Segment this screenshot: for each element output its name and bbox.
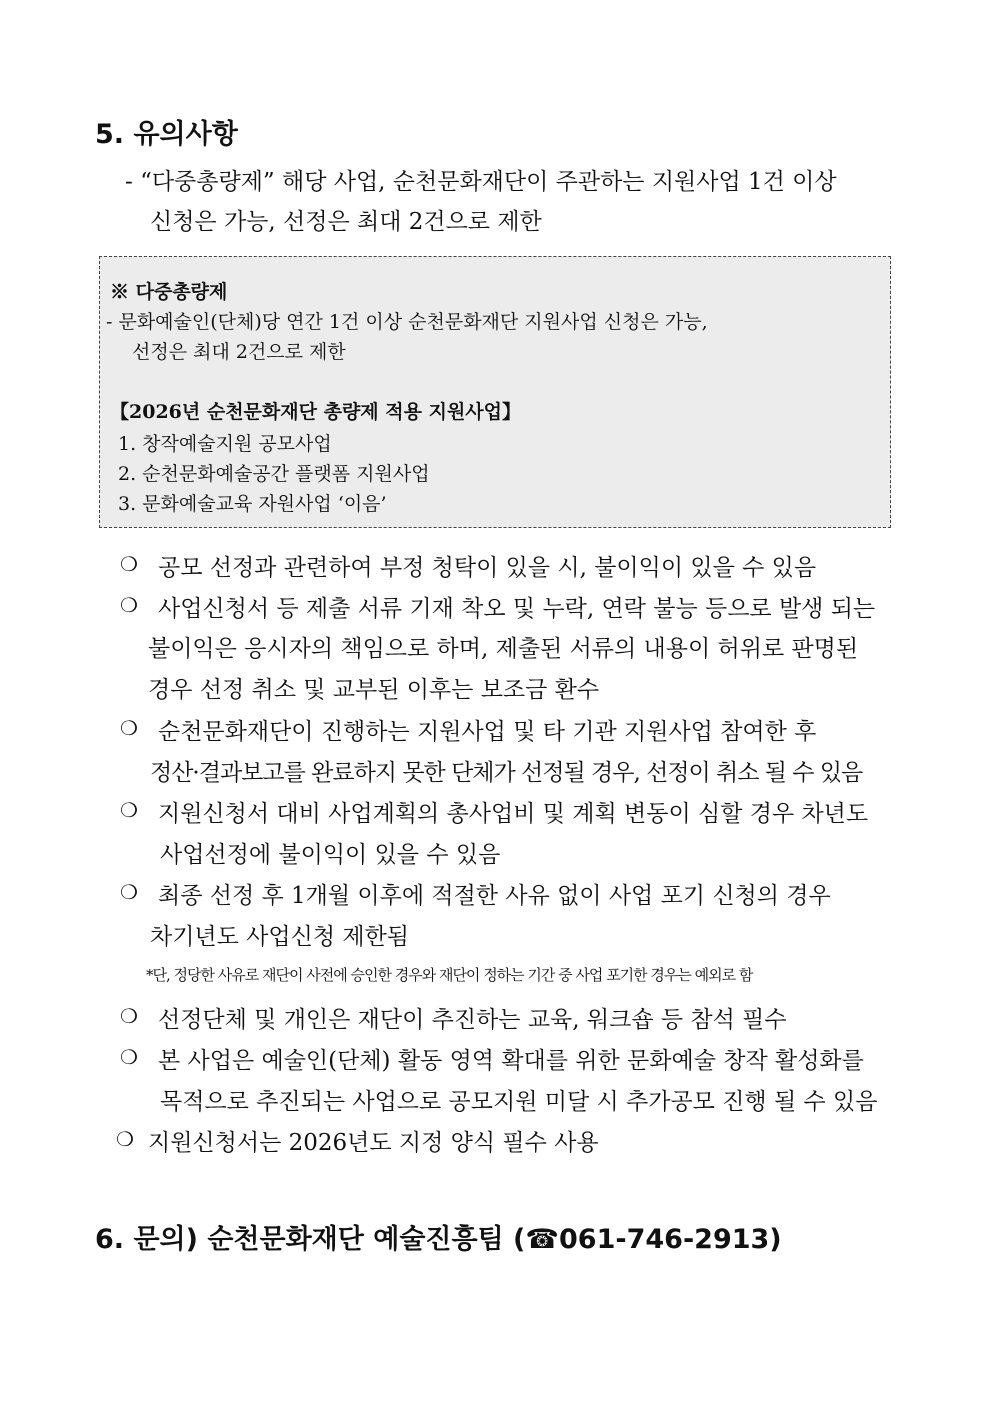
total-quota-info-box [99, 256, 891, 528]
note-line: 목적으로 추진되는 사업으로 공모지원 미달 시 추가공모 진행 될 수 있음 [160, 1089, 878, 1115]
bullet-icon: ❍ [120, 552, 138, 576]
footnote: *단, 정당한 사유로 재단이 사전에 승인한 경우와 재단이 정하는 기간 중 사업 포기한 경우는 예외로 함 [146, 966, 753, 984]
box-line-1: - 문화예술인(단체)당 연간 1건 이상 순천문화재단 지원사업 신청은 가능, [106, 311, 708, 333]
bullet-icon: ❍ [116, 1127, 134, 1151]
note-line: 선정단체 및 개인은 재단이 추진하는 교육, 워크숍 등 참석 필수 [158, 1007, 787, 1033]
bullet-icon: ❍ [120, 880, 138, 904]
intro-line-2: 신청은 가능, 선정은 최대 2건으로 제한 [150, 209, 542, 235]
intro-line-1: - “다중총량제” 해당 사업, 순천문화재단이 주관하는 지원사업 1건 이상 [125, 169, 837, 195]
box-subtitle: 【2026년 순천문화재단 총량제 적용 지원사업】 [110, 401, 522, 423]
note-line: 차기년도 사업신청 제한됨 [150, 924, 410, 950]
box-list-item: 3. 문화예술교육 자원사업 ‘이음’ [118, 493, 387, 515]
note-line: 지원신청서 대비 사업계획의 총사업비 및 계획 변동이 심할 경우 차년도 [158, 801, 869, 827]
note-line: 경우 선정 취소 및 교부된 이후는 보조금 환수 [148, 677, 600, 703]
note-line: 사업신청서 등 제출 서류 기재 착오 및 누락, 연락 불능 등으로 발생 되는 [158, 596, 876, 622]
note-line: 지원신청서는 2026년도 지정 양식 필수 사용 [148, 1130, 599, 1156]
note-line: 사업선정에 불이익이 있을 수 있음 [160, 842, 501, 868]
bullet-icon: ❍ [120, 798, 138, 822]
note-line: 불이익은 응시자의 책임으로 하며, 제출된 서류의 내용이 허위로 판명된 [148, 636, 859, 662]
note-line: 최종 선정 후 1개월 이후에 적절한 사유 없이 사업 포기 신청의 경우 [158, 883, 831, 909]
note-line: 정산·결과보고를 완료하지 못한 단체가 선정될 경우, 선정이 취소 될 수 있음 [150, 760, 863, 786]
note-line: 순천문화재단이 진행하는 지원사업 및 타 기관 지원사업 참여한 후 [158, 719, 817, 745]
note-line: 공모 선정과 관련하여 부정 청탁이 있을 시, 불이익이 있을 수 있음 [158, 555, 817, 581]
box-list-item: 1. 창작예술지원 공모사업 [118, 433, 332, 455]
box-line-2: 선정은 최대 2건으로 제한 [132, 341, 346, 363]
bullet-icon: ❍ [120, 716, 138, 740]
box-list-item: 2. 순천문화예술공간 플랫폼 지원사업 [118, 463, 430, 485]
bullet-icon: ❍ [120, 1045, 138, 1069]
bullet-icon: ❍ [120, 1004, 138, 1028]
section-6-heading: 6. 문의) 순천문화재단 예술진흥팀 (☎061-746-2913) [95, 1224, 782, 1255]
bullet-icon: ❍ [120, 593, 138, 617]
box-title: ※ 다중총량제 [110, 281, 228, 303]
section-5-heading: 5. 유의사항 [95, 119, 238, 150]
note-line: 본 사업은 예술인(단체) 활동 영역 확대를 위한 문화예술 창작 활성화를 [158, 1048, 864, 1074]
